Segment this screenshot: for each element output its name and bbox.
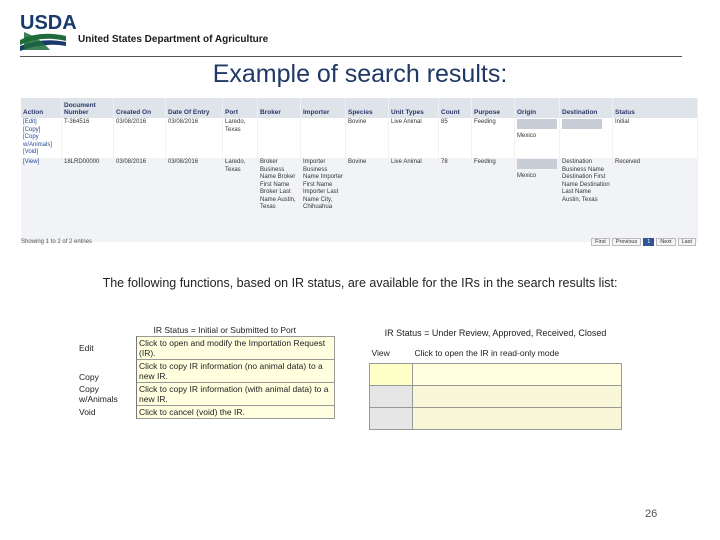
function-name	[370, 408, 413, 430]
function-row	[77, 383, 335, 406]
col-unit-types[interactable]: Unit Types	[389, 98, 439, 118]
slide-title: Example of search results:	[212, 60, 508, 88]
header-divider	[20, 56, 682, 57]
species-cell: Bovine	[346, 158, 389, 242]
col-origin[interactable]: Origin	[515, 98, 560, 118]
function-name: View	[371, 347, 390, 358]
search-results-table	[21, 98, 698, 242]
col-species[interactable]: Species	[346, 98, 389, 118]
origin-cell	[515, 158, 560, 242]
edit-link[interactable]: [Edit]	[23, 119, 37, 125]
col-destination[interactable]: Destination	[560, 98, 613, 118]
initial-status-functions	[77, 324, 335, 419]
function-name: Void	[77, 406, 137, 419]
redacted-block	[517, 159, 557, 169]
table-row	[21, 118, 698, 158]
created-on-cell: 03/08/2016	[114, 118, 166, 158]
status-cell: Received	[613, 158, 698, 242]
function-description: Click to cancel (void) the IR.	[137, 406, 335, 419]
function-name	[370, 364, 413, 386]
col-action[interactable]: Action	[21, 98, 62, 118]
destination-cell: Destination Business Name Destination First Name Destination Last Name Austin, Texas	[560, 158, 613, 242]
date-of-entry-cell: 03/08/2016	[166, 158, 223, 242]
purpose-cell: Feeding	[472, 118, 515, 158]
col-broker[interactable]: Broker	[258, 98, 301, 118]
port-cell: Laredo, Texas	[223, 118, 258, 158]
review-status-functions	[369, 328, 622, 430]
redacted-block	[517, 119, 557, 129]
col-importer[interactable]: Importer	[301, 98, 346, 118]
redacted-block	[562, 119, 602, 129]
col-created-on[interactable]: Created On	[114, 98, 166, 118]
action-cell	[21, 118, 62, 158]
col-port[interactable]: Port	[223, 98, 258, 118]
search-results-screenshot	[21, 98, 698, 250]
function-description: Click to open and modify the Importation Request (IR).	[137, 337, 335, 360]
entries-count: Showing 1 to 2 of 2 entries	[21, 239, 93, 245]
broker-cell	[258, 118, 301, 158]
function-name: Copy	[77, 360, 137, 383]
void-link[interactable]: [Void]	[23, 149, 39, 155]
unit-types-cell: Live Animal	[389, 158, 439, 242]
view-link[interactable]: [View]	[23, 159, 40, 165]
pager-last-button[interactable]: Last	[678, 238, 696, 246]
col-count[interactable]: Count	[439, 98, 472, 118]
col-date-of-entry[interactable]: Date Of Entry	[166, 98, 223, 118]
review-status-table	[369, 342, 622, 430]
function-description: Click to copy IR information (no animal data) to a new IR.	[137, 360, 335, 383]
function-name: Copy w/Animals	[77, 383, 137, 406]
function-name	[370, 386, 413, 408]
review-status-caption: IR Status = Under Review, Approved, Received, Closed	[384, 328, 607, 338]
created-on-cell: 03/08/2016	[114, 158, 166, 242]
origin-value: Mexico	[517, 172, 537, 179]
date-of-entry-cell: 03/08/2016	[166, 118, 223, 158]
pager-page-1-button[interactable]: 1	[643, 238, 654, 246]
col-document-number[interactable]: Document Number	[62, 98, 114, 118]
document-number-cell: T-364516	[62, 118, 114, 158]
importer-cell: Importer Business Name Importer First Name Importer Last Name City, Chihuahua	[301, 158, 346, 242]
function-description: Click to copy IR information (with animal data) to a new IR.	[137, 383, 335, 406]
document-number-cell: 18LRD00000	[62, 158, 114, 242]
department-name: United States Department of Agriculture	[78, 34, 269, 45]
initial-status-caption: IR Status = Initial or Submitted to Port	[153, 325, 296, 335]
results-header-row	[21, 98, 698, 118]
function-name: Edit	[77, 337, 137, 360]
copy-with-animals-link[interactable]: [Copy w/Animals]	[23, 134, 53, 148]
table-row	[21, 158, 698, 242]
function-row	[370, 408, 622, 430]
origin-value: Mexico	[517, 132, 537, 139]
function-description: Click to open the IR in read-only mode	[414, 347, 560, 358]
broker-cell: Broker Business Name Broker First Name Broker Last Name Austin, Texas	[258, 158, 301, 242]
purpose-cell: Feeding	[472, 158, 515, 242]
destination-cell	[560, 118, 613, 158]
unit-types-cell: Live Animal	[389, 118, 439, 158]
functions-intro: The following functions, based on IR status, are available for the IRs in the search results list:	[102, 276, 618, 290]
function-description	[413, 408, 622, 430]
function-row	[370, 342, 622, 364]
pager-next-button[interactable]: Next	[656, 238, 675, 246]
count-cell: 78	[439, 158, 472, 242]
function-row	[77, 406, 335, 419]
species-cell: Bovine	[346, 118, 389, 158]
col-purpose[interactable]: Purpose	[472, 98, 515, 118]
function-row	[77, 360, 335, 383]
port-cell: Laredo, Texas	[223, 158, 258, 242]
action-cell	[21, 158, 62, 242]
function-description	[413, 364, 622, 386]
status-cell: Initial	[613, 118, 698, 158]
function-row	[370, 364, 622, 386]
pagination	[591, 238, 696, 246]
function-row	[370, 386, 622, 408]
count-cell: 85	[439, 118, 472, 158]
origin-cell	[515, 118, 560, 158]
col-status[interactable]: Status	[613, 98, 698, 118]
page-number: 26	[645, 508, 658, 520]
function-row	[77, 337, 335, 360]
function-description	[413, 386, 622, 408]
pager-previous-button[interactable]: Previous	[612, 238, 641, 246]
copy-link[interactable]: [Copy]	[23, 126, 41, 133]
initial-status-table	[77, 324, 335, 419]
usda-logo	[20, 10, 78, 61]
pager-first-button[interactable]: First	[591, 238, 610, 246]
usda-logo-text: USDA	[20, 12, 77, 34]
importer-cell	[301, 118, 346, 158]
